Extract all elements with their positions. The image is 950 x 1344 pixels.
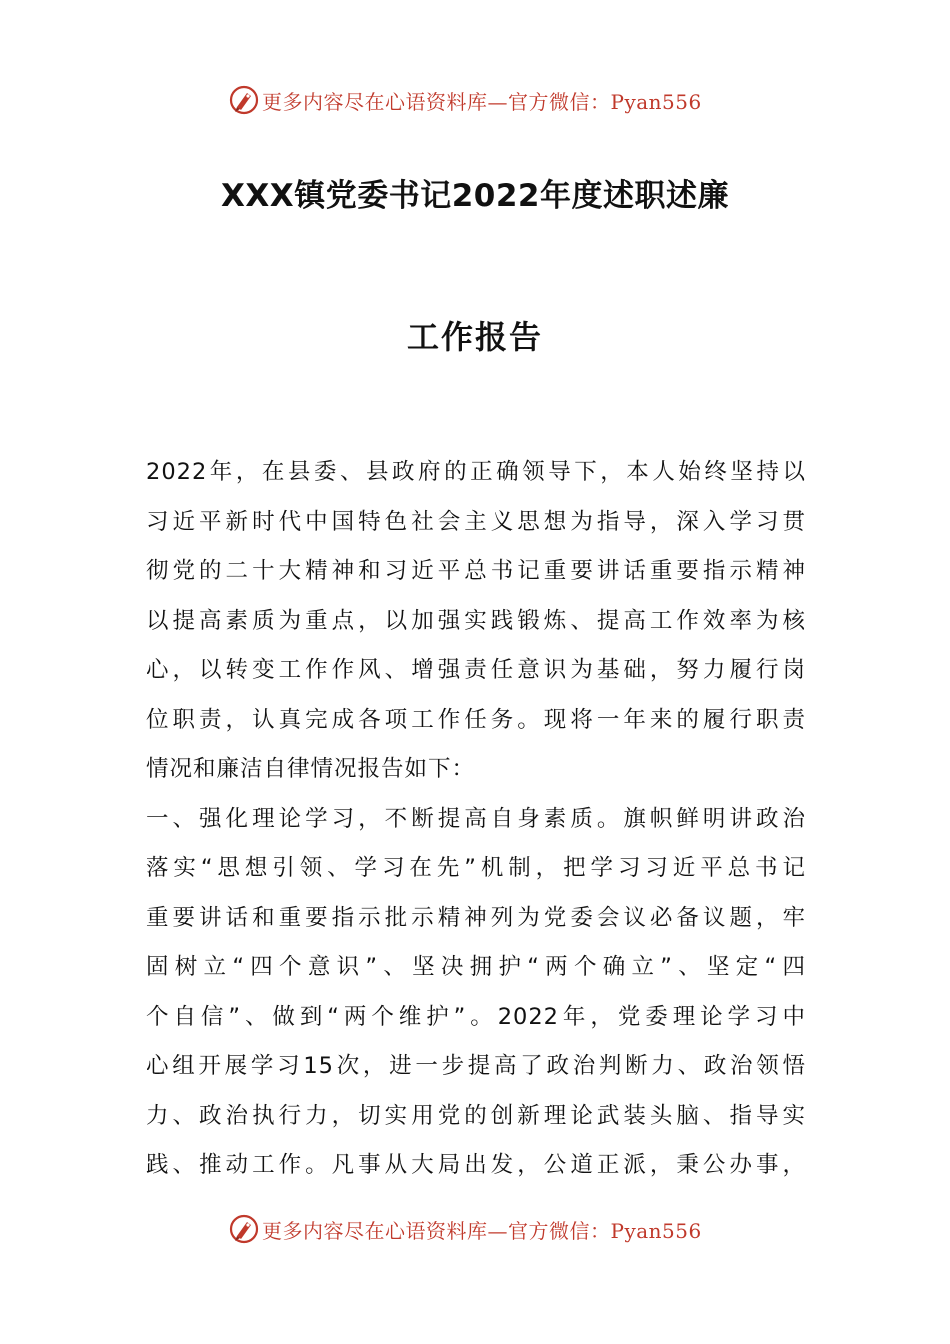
body-line: 位职责，认真完成各项工作任务。现将一年来的履行职责 [146,706,806,733]
body-line: 践、推动工作。凡事从大局出发，公道正派，秉公办事， [146,1152,806,1178]
pen-nib-circle-icon [228,1213,260,1245]
body-line: 固树立“四个意识”、坚决拥护“两个确立”、坚定“四 [146,954,806,980]
watermark-text: 更多内容尽在心语资料库—官方微信：Pyan556 [262,1219,702,1243]
document-title-line-1: XXX镇党委书记2022年度述职述廉 [221,178,729,214]
body-line: 情况和廉洁自律情况报告如下： [146,756,476,782]
body-line: 落实“思想引领、学习在先”机制，把学习习近平总书记 [146,855,806,881]
body-line: 重要讲话和重要指示批示精神列为党委会议必备议题，牢 [146,904,806,931]
body-line: 个自信”、做到“两个维护”。2022年，党委理论学习中 [146,1003,806,1030]
body-line: 习近平新时代中国特色社会主义思想为指导，深入学习贯 [146,508,806,535]
watermark-text: 更多内容尽在心语资料库—官方微信：Pyan556 [262,90,702,114]
body-line: 以提高素质为重点，以加强实践锻炼、提高工作效率为核 [146,607,806,634]
body-line: 力、政治执行力，切实用党的创新理论武装头脑、指导实 [146,1102,806,1129]
body-line: 心组开展学习15次，进一步提高了政治判断力、政治领悟 [146,1053,806,1079]
report-body [146,448,806,1191]
body-line: 2022年，在县委、县政府的正确领导下，本人始终坚持以 [146,459,806,485]
footer-watermark-banner [0,1211,950,1251]
pen-nib-circle-icon [228,84,260,116]
body-line: 彻党的二十大精神和习近平总书记重要讲话重要指示精神 [146,558,806,584]
body-line: 一、强化理论学习，不断提高自身素质。旗帜鲜明讲政治 [146,805,806,832]
body-line: 心，以转变工作作风、增强责任意识为基础，努力履行岗 [146,657,806,683]
header-watermark-banner [0,82,950,122]
document-title-line-2: 工作报告 [406,318,543,356]
